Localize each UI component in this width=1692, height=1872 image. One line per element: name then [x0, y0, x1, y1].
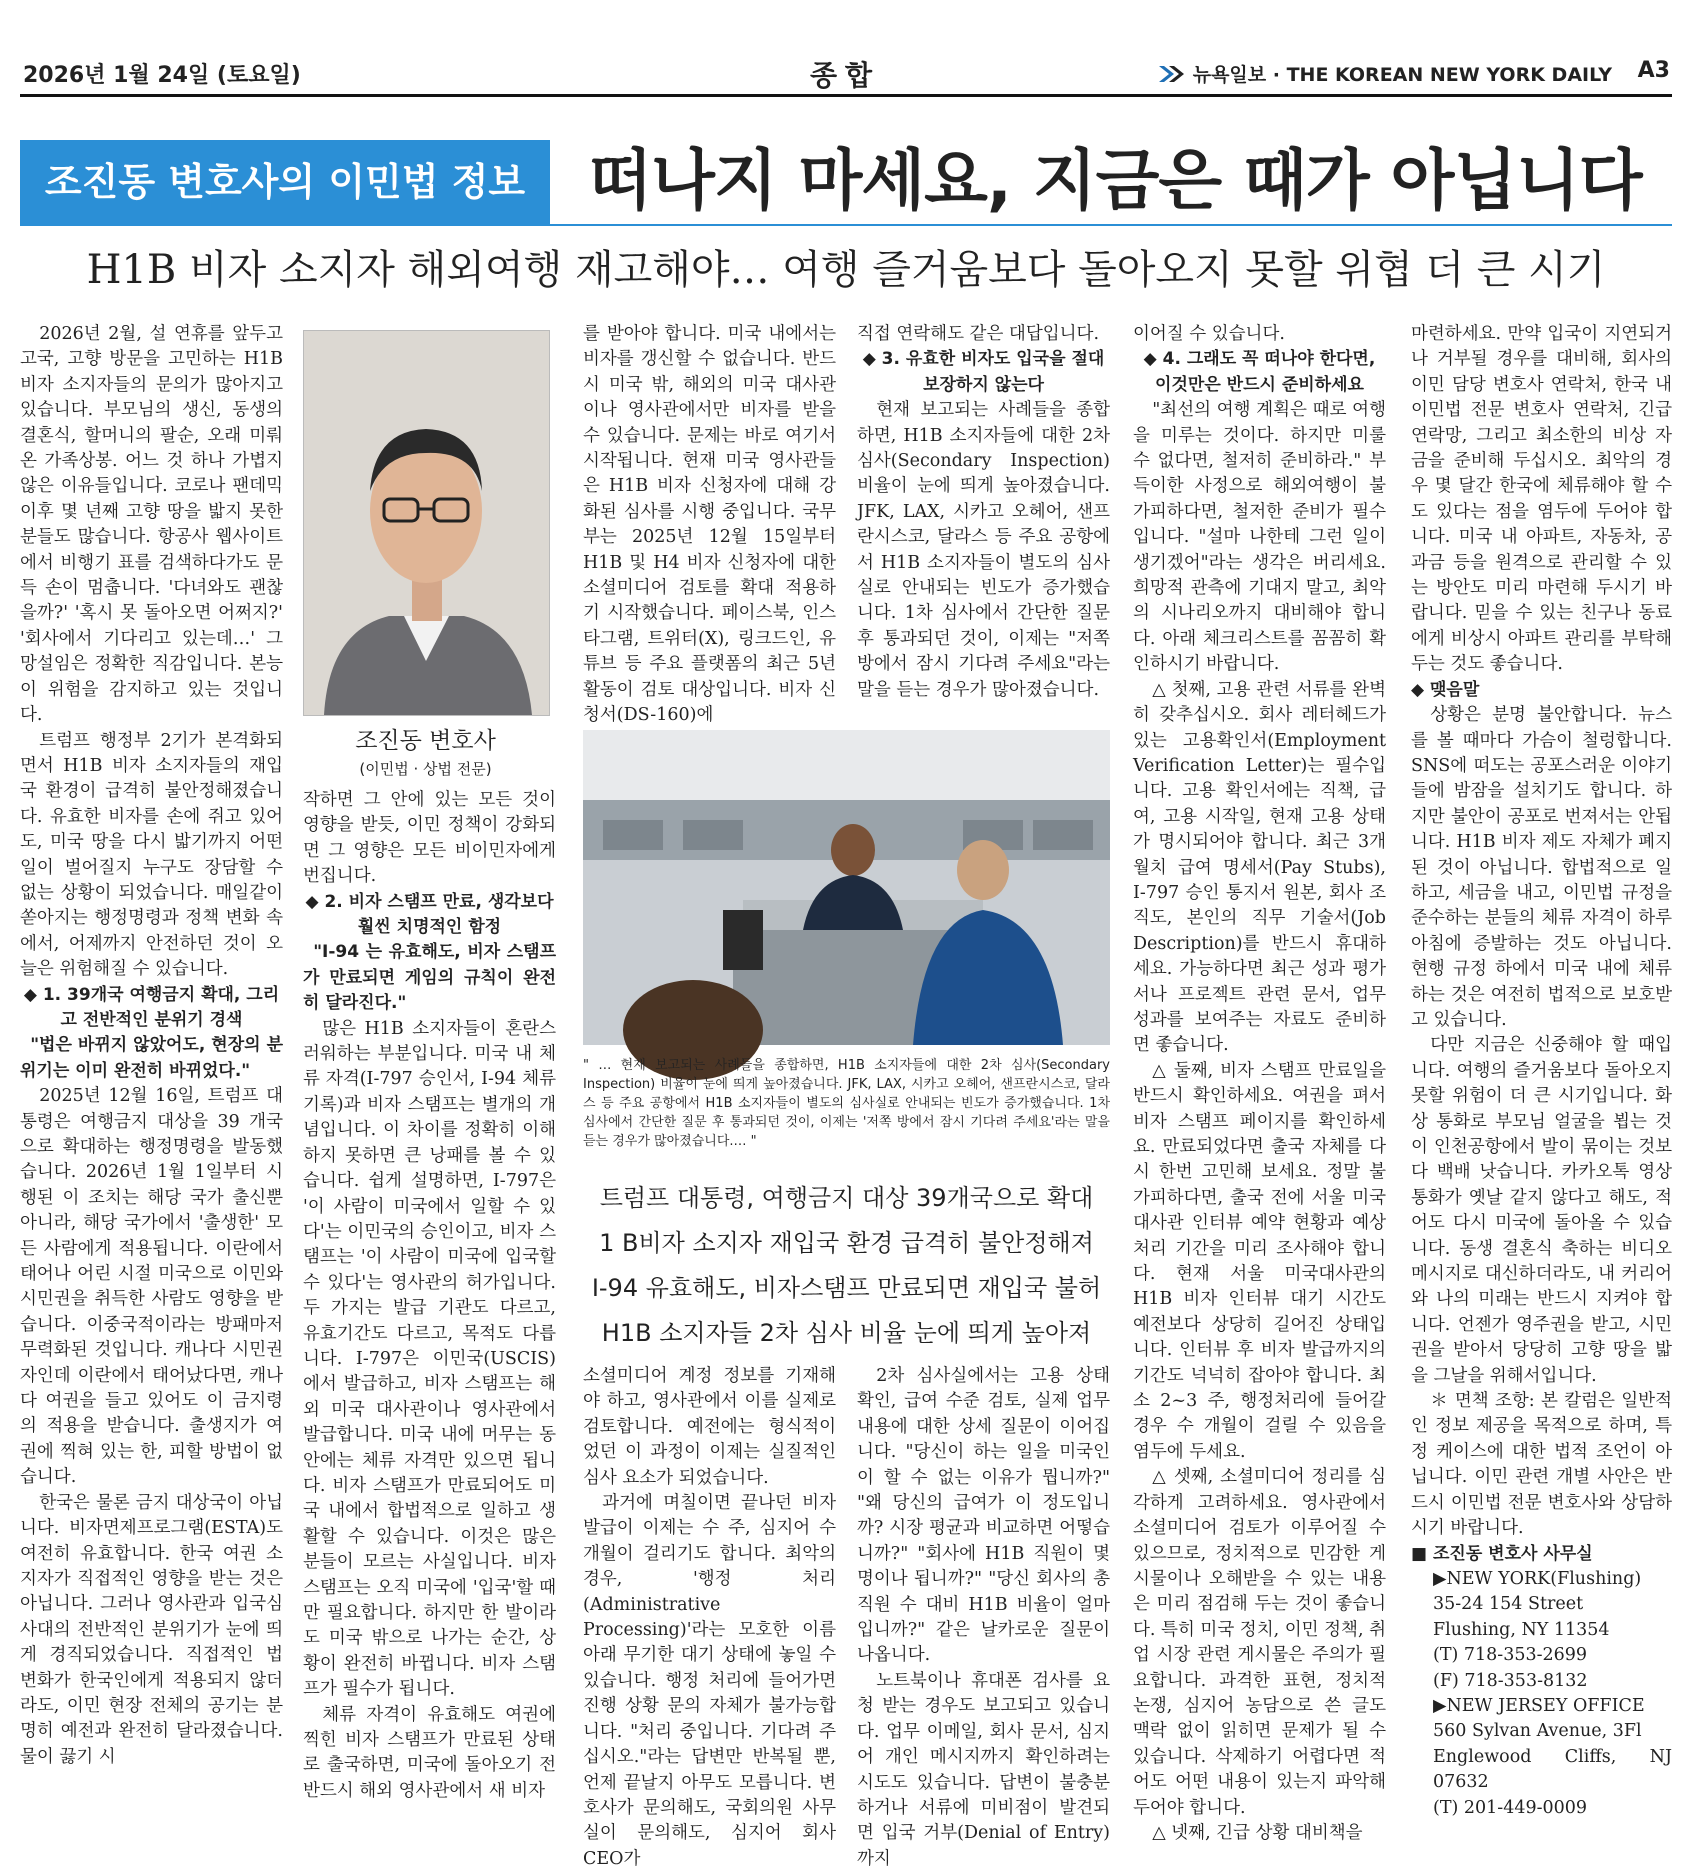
paragraph: "최선의 여행 계획은 때로 여행을 미루는 것이다. 하지만 미룰 수 없다면, 철저히 준비하라." 부득이한 사정으로 해외여행이 불가피하다면, 철저한 준비가 필수입니다. "설마 나한테 그런 일이 생기겠어"라는 생각은 버리세요. 희망적 관측에 기대지 말고, 최악의 시나리오까지 대비해야 합니다. 아래 체크리스트를 꼼꼼히 확인하시기 바랍니다. [1133, 400, 1386, 675]
article-column-5 [1133, 322, 1386, 1843]
paragraph: 직접 연락해도 같은 대답입니다. [857, 324, 1100, 344]
masthead [20, 54, 1672, 97]
paragraph: △ 둘째, 비자 스탬프 만료일을 반드시 확인하세요. 여권을 펴서 비자 스탬프 페이지를 확인하세요. 만료되었다면 출국 자체를 다시 한번 고민해 보세요. 정말 불가피하다면, 출국 전에 서울 미국대사관 인터뷰 예약 현황과 예상 처리 기간을 미리 조사해야 합니다. 현재 서울 미국대사관의 H1B 비자 인터뷰 대기 시간도 예전보다 상당히 길어진 상태입니다. 인터뷰 후 비자 발급까지의 기간도 넉넉히 잡아야 합니다. 최소 2~3 주, 행정처리에 들어갈 경우 수 개월이 걸릴 수 있음을 염두에 두세요. [1133, 1060, 1386, 1462]
author-photo-icon [304, 331, 549, 715]
article-column-4-top [857, 322, 1110, 714]
pull-quote: "법은 바뀌지 않았어도, 현장의 분위기는 이미 완전히 바뀌었다." [20, 1035, 283, 1081]
headline-rule [20, 224, 1672, 226]
section-heading: ◆ 3. 유효한 비자도 입국을 절대 보장하지 않는다 [862, 349, 1105, 395]
article-column-3-top [583, 322, 836, 726]
section-heading: ◆ 4. 그래도 꼭 떠나야 한다면, 이것만은 반드시 준비하세요 [1143, 349, 1376, 395]
paragraph: 과거에 며칠이면 끝나던 비자 발급이 이제는 수 주, 심지어 수 개월이 걸리기도 합니다. 최악의 경우, '행정 처리(Administrative Processing)'라는 모호한 이름 아래 무기한 대기 상태에 놓일 수 있습니다. 행정 처리에 들어가면 진행 상황 문의 자체가 불가능합니다. "처리 중입니다. 기다려 주십시오."라는 답변만 반복될 뿐, 언제 끝날지 아무도 모릅니다. 변호사가 문의해도, 국회의원 사무실이 문의해도, 심지어 회사 CEO가 [583, 1493, 836, 1869]
author-role: (이민법 · 상법 전문) [359, 760, 492, 778]
paragraph: △ 셋째, 소셜미디어 정리를 심각하게 고려하세요. 영사관에서 소셜미디어 검토가 이루어질 수 있으므로, 정치적으로 민감한 게시물이나 오해받을 수 있는 내용은 미리 점검해 두는 것이 좋습니다. 특히 미국 정치, 이민 정책, 취업 시장 관련 게시물은 주의가 필요합니다. 과격한 표현, 정치적 논쟁, 심지어 농담으로 쓴 글도 맥락 없이 읽히면 문제가 될 수 있습니다. 삭제하기 어렵다면 적어도 어떤 내용이 있는지 파악해 두어야 합니다. [1133, 1467, 1386, 1818]
paragraph: 2차 심사실에서는 고용 상태 확인, 급여 수준 검토, 실제 업무 내용에 대한 상세 질문이 이어집니다. "당신이 하는 일을 미국인이 할 수 없는 이유가 뭡니까?" "왜 당신의 급여가 이 정도입니까? 시장 평균과 비교하면 어떻습니까?" "회사에 H1B 직원이 몇 명이나 됩니까?" "당신 회사의 총 직원 수 대비 H1B 비율이 얼마입니까?" 같은 날카로운 질문이 나옵니다. [857, 1366, 1110, 1666]
section-name: 종합 [810, 59, 881, 92]
paragraph: △ 첫째, 고용 관련 서류를 완벽히 갖추십시오. 회사 레터헤드가 있는 고용확인서(Employment Verification Letter)는 필수입니다. 고용 확인서에는 직책, 급여, 고용 시작일, 현재 고용 상태가 명시되어야 합니다. 최근 3개월치 급여 명세서(Pay Stubs), I-797 승인 통지서 원본, 회사 조직도, 본인의 직무 기술서(Job Description)를 반드시 휴대하세요. 가능하다면 최근 성과 평가서나 프로젝트 관련 문서, 업무 성과를 보여주는 자료도 준비하면 좋습니다. [1133, 679, 1386, 1056]
office-nj-city: Englewood Cliffs, NJ 07632 [1433, 1746, 1672, 1793]
issue-date: 2026년 1월 24일 (토요일) [23, 63, 301, 88]
airport-photo-icon [583, 730, 1110, 1045]
section-heading: ◆ 1. 39개국 여행금지 확대, 그리고 전반적인 분위기 경색 [23, 984, 280, 1030]
office-ny-label: ▶NEW YORK(Flushing) [1433, 1568, 1642, 1589]
paragraph: △ 넷째, 긴급 상황 대비책을 [1152, 1822, 1363, 1843]
article-column-4-bottom [857, 1364, 1110, 1869]
author-portrait [303, 330, 550, 716]
summary-line: I-94 유효해도, 비자스탬프 만료되면 재입국 불허 [591, 1274, 1102, 1302]
summary-line: H1B 소지자들 2차 심사 비율 눈에 띄게 높아져 [601, 1319, 1092, 1347]
office-ny-phone: (T) 718-353-2699 [1433, 1645, 1588, 1666]
office-ny-fax: (F) 718-353-8132 [1433, 1670, 1588, 1691]
newspaper-brand [1157, 60, 1612, 87]
office-nj-label: ▶NEW JERSEY OFFICE [1433, 1695, 1645, 1716]
paragraph: 마련하세요. 만약 입국이 지연되거나 거부될 경우를 대비해, 회사의 이민 담당 변호사 연락처, 한국 내 이민법 전문 변호사 연락처, 긴급 연락망, 그리고 최소한의 비상 자금을 준비해 두십시오. 최악의 경우 몇 달간 한국에 체류해야 할 수도 있다는 점을 염두에 두어야 합니다. 미국 내 아파트, 자동차, 공과금 등을 원격으로 관리할 수 있는 방안도 미리 마련해 두시기 바랍니다. 믿을 수 있는 친구나 동료에게 비상시 아파트 관리를 부탁해 두는 것도 좋습니다. [1411, 324, 1672, 675]
paragraph: 2025년 12월 16일, 트럼프 대통령은 여행금지 대상을 39 개국으로 확대하는 행정명령을 발동했습니다. 2026년 1월 1일부터 시행된 이 조치는 해당 국가 출신뿐 아니라, 해당 국가에서 '출생한' 모든 사람에게 적용됩니다. 이란에서 태어나 어린 시절 미국으로 이민와 시민권을 취득한 사람도 영향을 받습니다. 이중국적이라는 방패마저 무력화된 것입니다. 캐나다 시민권자인데 이란에서 태어났다면, 캐나다 여권을 들고 있어도 이 금지령의 적용을 받습니다. 출생지가 여권에 찍혀 있는 한, 피할 방법이 없습니다. [20, 1086, 283, 1488]
paragraph: 이어질 수 있습니다. [1133, 324, 1285, 344]
author-name: 조진동 변호사 [355, 728, 496, 754]
paragraph: 현재 보고되는 사례들을 종합하면, H1B 소지자들에 대한 2차 심사(Secondary Inspection) 비율이 눈에 띄게 높아졌습니다. JFK, LAX, 시카고 오헤어, 샌프란시스코, 달라스 등 주요 공항에서 H1B 소지자들이 별도의 심사실로 안내되는 빈도가 증가했습니다. 1차 심사에서 간단한 질문 후 통과되던 것이, 이제는 "저쪽 방에서 잠시 기다려 주세요"라는 말을 듣는 경우가 많아졌습니다. [857, 400, 1110, 700]
paragraph: 를 받아야 합니다. 미국 내에서는 비자를 갱신할 수 없습니다. 반드시 미국 밖, 해외의 미국 대사관이나 영사관에서만 비자를 받을 수 있습니다. 문제는 바로 여기서 시작됩니다. 현재 미국 영사관들은 H1B 비자 신청자에 대해 강화된 심사를 시행 중입니다. 국무부는 2025년 12월 15일부터 H1B 및 H4 비자 신청자에 대한 소셜미디어 검토를 확대 적용하기 시작했습니다. 페이스북, 인스타그램, 트위터(X), 링크드인, 유튜브 등 주요 플랫폼의 최근 5년 활동이 검토 대상입니다. 비자 신청서(DS-160)에 [583, 324, 836, 726]
office-ny-city: Flushing, NY 11354 [1433, 1619, 1610, 1640]
photo-caption: " … 현재 보고되는 사례들을 종합하면, H1B 소지자들에 대한 2차 심사(Secondary Inspection) 비율이 눈에 띄게 높아졌습니다. JFK, LAX, 시카고 오헤어, 샌프란시스코, 달라스 등 주요 공항에서 H1B 소지자들이 별도의 심사실로 안내되는 빈도가 증가했습니다. 1차 심사에서 간단한 질문 후 통과되던 것이, 이제는 '저쪽 방에서 잠시 기다려 주세요'라는 말을 듣는 경우가 많아졌습니다.… " [583, 1058, 1110, 1149]
article-column-3-bottom [583, 1364, 836, 1869]
paragraph: 체류 자격이 유효해도 여권에 찍힌 비자 스탬프가 만료된 상태로 출국하면, 미국에 돌아오기 전 반드시 해외 영사관에서 새 비자 [303, 1704, 556, 1801]
newspaper-logo-icon [1157, 62, 1187, 86]
article-column-2 [303, 788, 556, 1832]
paragraph: 트럼프 행정부 2기가 본격화되면서 H1B 비자 소지자들의 재입국 환경이 급격히 불안정해졌습니다. 유효한 비자를 손에 쥐고 있어도, 미국 땅을 다시 밟기까지 어떤 일이 벌어질지 누구도 장담할 수 없는 상황이 되었습니다. 매일같이 쏟아지는 행정명령과 정책 변화 속에서, 어제까지 안전하던 것이 오늘은 위험해질 수 있습니다. [20, 730, 283, 980]
article-column-1 [20, 322, 283, 1832]
article-column-6 [1411, 322, 1672, 1832]
paragraph: 작하면 그 안에 있는 모든 것이 영향을 받듯, 이민 정책이 강화되면 그 영향은 모든 비이민자에게 번집니다. [303, 790, 556, 887]
paragraph: 노트북이나 휴대폰 검사를 요청 받는 경우도 보고되고 있습니다. 업무 이메일, 회사 문서, 심지어 개인 메시지까지 확인하려는 시도도 있습니다. 답변이 불충분하거나 서류에 미비점이 발견되면 입국 거부(Denial of Entry)까지 [857, 1670, 1110, 1869]
office-ny-address: 35-24 154 Street [1433, 1594, 1584, 1615]
disclaimer: ＊ 면책 조항: 본 칼럼은 일반적인 정보 제공을 목적으로 하며, 특정 케이스에 대한 법적 조언이 아닙니다. 이민 관련 개별 사안은 반드시 이민법 전문 변호사와 상담하시기 바랍니다. [1411, 1391, 1672, 1539]
page-number: A3 [1637, 58, 1670, 83]
section-heading: ◆ 2. 비자 스탬프 만료, 생각보다 훨씬 치명적인 함정 [305, 891, 554, 938]
paragraph: 2026년 2월, 설 연휴를 앞두고 고국, 고향 방문을 고민하는 H1B 비자 소지자들의 문의가 많아지고 있습니다. 부모님의 생신, 동생의 결혼식, 할머니의 팔순, 오래 미뤄온 가족상봉. 어느 것 하나 가볍지 않은 이유들입니다. 코로나 팬데믹 이후 몇 년째 고향 땅을 밟지 못한 분들도 많습니다. 항공사 웹사이트에서 비행기 표를 검색하다가도 문득 손이 멈춥니다. '다녀와도 괜찮을까?' '혹시 못 돌아오면 어쩌지?' '회사에서 기다리고 있는데…' 그 망설임은 정확한 직감입니다. 본능이 위험을 감지하고 있는 것입니다. [20, 324, 283, 726]
paragraph: 다만 지금은 신중해야 할 때입니다. 여행의 즐거움보다 돌아오지 못할 위험이 더 큰 시기입니다. 화상 통화로 부모님 얼굴을 뵙는 것이 인천공항에서 발이 묶이는 것보다 백배 낫습니다. 카카오톡 영상통화가 옛날 같지 않다고 해도, 적어도 다시 미국에 돌아올 수 있습니다. 동생 결혼식 축하는 비디오 메시지로 대신하더라도, 내 커리어와 나의 미래는 반드시 지켜야 합니다. 언젠가 영주권을 받고, 시민권을 받아서 당당히 고향 땅을 밟을 그날을 위해서입니다. [1411, 1035, 1672, 1386]
section-heading: ◆ 맺음말 [1411, 679, 1480, 700]
paragraph: 상황은 분명 불안합니다. 뉴스를 볼 때마다 가슴이 철렁합니다. SNS에 떠도는 공포스러운 이야기들에 밤잠을 설치기도 합니다. 하지만 불안이 공포로 번져서는 안됩니다. H1B 비자 제도 자체가 폐지된 것이 아닙니다. 합법적으로 일하고, 세금을 내고, 이민법 규정을 준수하는 분들의 체류 자격이 하루아침에 증발하는 것도 아닙니다. 현행 규정 하에서 미국 내에 체류하는 것은 여전히 법적으로 보호받고 있습니다. [1411, 705, 1672, 1030]
paragraph: 소셜미디어 계정 정보를 기재해야 하고, 영사관에서 이를 실제로 검토합니다. 예전에는 형식적이었던 이 과정이 이제는 실질적인 심사 요소가 되었습니다. [583, 1366, 836, 1488]
summary-line: 트럼프 대통령, 여행금지 대상 39개국으로 확대 [599, 1184, 1094, 1212]
headline: 떠나지 마세요, 지금은 때가 아닙니다 [588, 142, 1642, 219]
airport-inspection-photo [583, 730, 1110, 1045]
paragraph: 한국은 물론 금지 대상국이 아닙니다. 비자면제프로그램(ESTA)도 여전히 유효합니다. 한국 여권 소지자가 직접적인 영향을 받는 것은 아닙니다. 그러나 영사관과 입국심사대의 전반적인 분위기가 눈에 띄게 경직되었습니다. 직접적인 법 변화가 한국인에게 적용되지 않더라도, 이민 현장 전체의 공기는 분명히 예전과 완전히 달라졌습니다. 물이 끓기 시 [20, 1492, 283, 1767]
column-label: 조진동 변호사의 이민법 정보 [20, 140, 550, 224]
office-nj-phone: (T) 201-449-0009 [1433, 1797, 1588, 1818]
office-title: ■ 조진동 변호사 사무실 [1411, 1543, 1593, 1564]
pull-quote: "I-94 는 유효해도, 비자 스탬프가 만료되면 게임의 규칙이 완전히 달라진다." [303, 942, 556, 1014]
subheadline: H1B 비자 소지자 해외여행 재고해야… 여행 즐거움보다 돌아오지 못할 위협 더 큰 시기 [86, 247, 1606, 293]
office-nj-address: 560 Sylvan Avenue, 3Fl [1433, 1721, 1642, 1742]
summary-line: 1 B비자 소지자 재입국 환경 급격히 불안정해져 [599, 1229, 1094, 1257]
paragraph: 많은 H1B 소지자들이 혼란스러워하는 부분입니다. 미국 내 체류 자격(I-797 승인서, I-94 체류기록)과 비자 스탬프는 별개의 개념입니다. 이 차이를 정확히 이해하지 못하면 큰 낭패를 볼 수 있습니다. 쉽게 설명하면, I-797은 '이 사람이 미국에서 일할 수 있다'는 이민국의 승인이고, 비자 스탬프는 '이 사람이 미국에 입국할 수 있다'는 영사관의 허가입니다. 두 가지는 발급 기관도 다르고, 유효기간도 다르고, 목적도 다릅니다. I-797은 이민국(USCIS)에서 발급하고, 비자 스탬프는 해외 미국 대사관이나 영사관에서 발급합니다. 미국 내에 머무는 동안에는 체류 자격만 있으면 됩니다. 비자 스탬프가 만료되어도 미국 내에서 합법적으로 일하고 생활할 수 있습니다. 이것은 많은 분들이 모르는 사실입니다. 비자 스탬프는 오직 미국에 '입국'할 때만 필요합니다. 하지만 한 발이라도 미국 밖으로 나가는 순간, 상황이 완전히 바뀝니다. 비자 스탬프가 필수가 됩니다. [303, 1018, 556, 1700]
brand-name: 뉴욕일보 · THE KOREAN NEW YORK DAILY [1192, 64, 1612, 86]
